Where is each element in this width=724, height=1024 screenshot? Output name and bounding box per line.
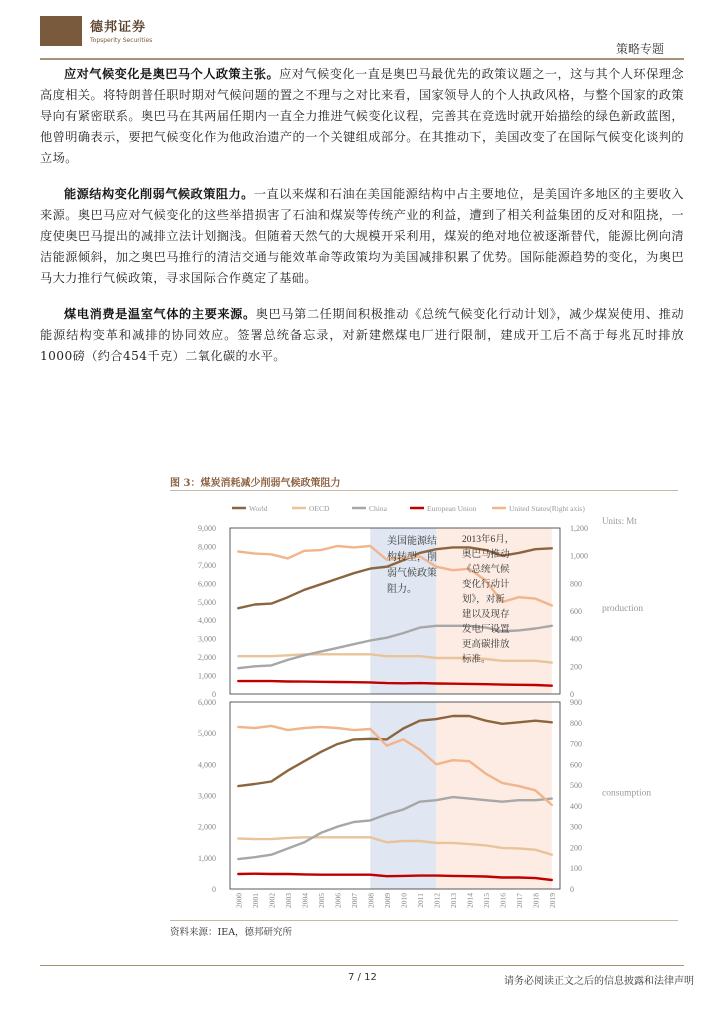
annotation-text: 划》，对新 — [462, 595, 505, 605]
x-tick-label: 2018 — [531, 893, 541, 908]
legend-label: OECD — [309, 504, 330, 513]
company-logo — [40, 16, 82, 46]
paragraph-text: 一直以来煤和石油在美国能源结构中占主要地位，是美国许多地区的主要收入来源。奥巴马应对气候变化的这些举措损害了石油和煤炭等传统产业的利益，遭到了相关利益集团的反对和阻挠，一度使奥巴马提出的减排立法计划搁浅。但随着天然气的大规模开采利用，煤炭的绝对地位被逐渐替代，能源比例向清洁能源倾斜，加之奥巴马推行的清洁交通与能效革命等政策均为美国减排积累了优势。国际能源趋势的变化，为奥巴马大力推行气候政策，寻求国际合作奠定了基础。 — [40, 187, 685, 285]
x-tick-label: 2019 — [547, 893, 557, 908]
y-right-tick-label: 300 — [570, 822, 582, 832]
annotation-text: 标准。 — [462, 655, 491, 665]
y-right-tick-label: 200 — [570, 662, 582, 672]
x-tick-label: 2004 — [300, 893, 310, 908]
annotation-text: 建以及现存 — [462, 610, 510, 620]
coal-chart — [170, 492, 680, 920]
y-right-tick-label: 1,200 — [570, 524, 588, 533]
x-tick-label: 2005 — [316, 893, 326, 908]
paragraph-heading: 煤电消费是温室气体的主要来源。 — [64, 307, 256, 321]
page-number: 7 / 12 — [348, 972, 377, 983]
logo-chinese: 德邦证券 — [90, 20, 147, 35]
y-right-tick-label: 400 — [570, 634, 582, 644]
panel-label: production — [602, 604, 644, 614]
y-left-tick-label: 6,000 — [198, 698, 216, 707]
y-left-tick-label: 2,000 — [198, 822, 216, 832]
x-tick-label: 2009 — [382, 893, 392, 908]
report-body — [40, 64, 684, 382]
x-tick-label: 2001 — [250, 893, 260, 908]
y-left-tick-label: 3,000 — [198, 791, 216, 801]
footer-disclaimer: 请务必阅读正文之后的信息披露和法律声明 — [504, 976, 694, 987]
paragraph-2 — [40, 184, 684, 289]
y-left-tick-label: 8,000 — [198, 542, 216, 552]
y-right-tick-label: 900 — [570, 698, 582, 707]
legend-label: United States(Right axis) — [509, 504, 585, 513]
y-right-tick-label: 1,000 — [570, 551, 588, 561]
x-tick-label: 2012 — [432, 893, 442, 908]
x-tick-label: 2000 — [234, 893, 244, 908]
x-tick-label: 2016 — [498, 893, 508, 908]
x-tick-label: 2013 — [448, 893, 458, 908]
paragraph-text: 奥巴马第二任期间积极推动《总统气候变化行动计划》，减少煤炭使用、推动能源结构变革和减排的协同效应。签署总统备忘录，对新建燃煤电厂进行限制，建成开工后不高于每兆瓦时排放1000磅（约合454千克）二氧化碳的水平。 — [40, 307, 685, 363]
company-name — [90, 16, 152, 44]
y-right-tick-label: 200 — [570, 843, 582, 853]
annotation-text: 弱气候政策 — [387, 568, 437, 579]
paragraph-3 — [40, 304, 684, 367]
paragraph-text: 应对气候变化一直是奥巴马最优先的政策议题之一，这与其个人环保理念高度相关。将特朗普任职时期对气候问题的置之不理与之对比来看，国家领导人的个人执政风格，与整个国家的政策导向有紧密联系。奥巴马在其两届任期内一直全力推进气候变化议程，完善其在竞选时就开始描绘的绿色新政蓝图，他曾明确表示，要把气候变化作为他政治遗产的一个关键组成部分。在其推动下，美国改变了在国际气候变化谈判的立场。 — [40, 67, 684, 165]
panel-label: consumption — [602, 788, 652, 799]
x-tick-label: 2008 — [366, 893, 376, 908]
y-right-tick-label: 800 — [570, 718, 582, 728]
annotation-text: 构转型，削 — [387, 552, 437, 563]
annotation-text: 阻力。 — [387, 584, 417, 595]
y-left-tick-label: 1,000 — [198, 853, 216, 863]
shaded-period-peach — [436, 702, 552, 889]
report-section: 策略专题 — [615, 42, 664, 56]
annotation-text: 更高碳排放 — [462, 640, 510, 650]
annotation-text: 2013年6月， — [462, 535, 515, 545]
annotation-text: 发电厂设置 — [462, 625, 510, 635]
figure-top-rule — [170, 490, 678, 491]
annotation-text: 美国能源结 — [387, 536, 437, 547]
y-left-tick-label: 0 — [212, 690, 216, 699]
x-tick-label: 2002 — [267, 893, 277, 908]
x-tick-label: 2017 — [514, 893, 524, 908]
chart-units-label: Units: Mt — [602, 516, 637, 526]
x-tick-label: 2006 — [333, 893, 343, 908]
y-right-tick-label: 800 — [570, 579, 582, 589]
annotation-text: 《总统气候 — [462, 565, 510, 575]
legend-label: World — [249, 504, 268, 513]
y-left-tick-label: 5,000 — [198, 597, 216, 607]
y-left-tick-label: 2,000 — [198, 653, 216, 663]
y-left-tick-label: 0 — [212, 885, 216, 894]
legend-label: European Union — [427, 504, 477, 513]
y-left-tick-label: 4,000 — [198, 616, 216, 626]
y-left-tick-label: 1,000 — [198, 671, 216, 681]
y-right-tick-label: 100 — [570, 864, 582, 874]
x-tick-label: 2011 — [415, 893, 425, 908]
legend-label: China — [369, 504, 387, 513]
paragraph-heading: 能源结构变化削弱气候政策阻力。 — [64, 187, 254, 201]
paragraph-1 — [40, 64, 684, 169]
footer-divider — [40, 965, 684, 966]
annotation-text: 奥巴马推动 — [462, 550, 510, 560]
x-tick-label: 2015 — [481, 893, 491, 908]
y-right-tick-label: 500 — [570, 781, 582, 791]
x-tick-label: 2007 — [349, 893, 359, 908]
x-tick-label: 2003 — [283, 893, 293, 908]
y-left-tick-label: 4,000 — [198, 760, 216, 770]
y-left-tick-label: 7,000 — [198, 560, 216, 570]
y-left-tick-label: 9,000 — [198, 524, 216, 533]
logo-english: Topsperity Securities — [90, 37, 153, 44]
y-right-tick-label: 700 — [570, 739, 582, 749]
x-tick-label: 2014 — [465, 893, 475, 908]
figure-source: 资料来源：IEA，德邦研究所 — [170, 927, 293, 938]
header-divider — [40, 58, 684, 60]
y-right-tick-label: 600 — [570, 607, 582, 616]
x-tick-label: 2010 — [399, 893, 409, 908]
y-left-tick-label: 3,000 — [198, 634, 216, 644]
paragraph-heading: 应对气候变化是奥巴马个人政策主张。 — [64, 67, 280, 81]
y-right-tick-label: 600 — [570, 760, 582, 770]
figure-title: 图 3：煤炭消耗减少削弱气候政策阻力 — [170, 478, 341, 489]
y-left-tick-label: 5,000 — [198, 729, 216, 739]
y-right-tick-label: 0 — [570, 690, 574, 699]
y-right-tick-label: 0 — [570, 885, 574, 894]
shaded-period-blue — [370, 702, 436, 889]
y-left-tick-label: 6,000 — [198, 579, 216, 589]
y-right-tick-label: 400 — [570, 801, 582, 811]
annotation-text: 变化行动计 — [462, 580, 510, 590]
figure-bottom-rule — [170, 920, 678, 921]
